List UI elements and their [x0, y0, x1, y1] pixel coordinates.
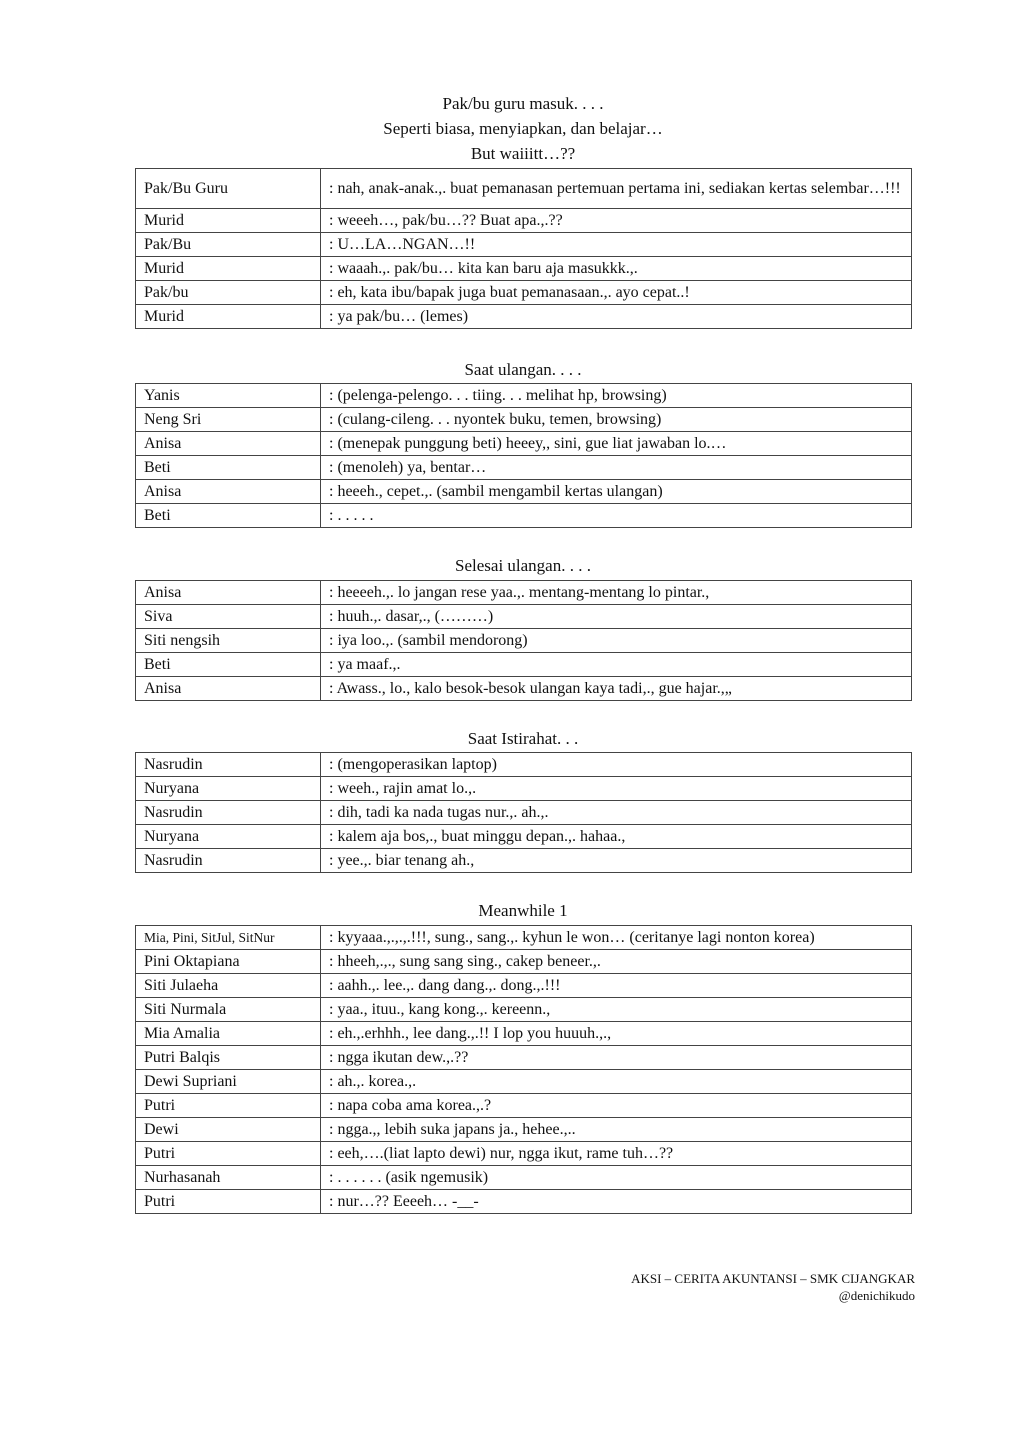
speaker-cell: Murid	[136, 305, 321, 329]
line-cell: : (menepak punggung beti) heeey,, sini, gue liat jawaban lo.…	[321, 432, 912, 456]
line-cell: : heeeh., cepet.,. (sambil mengambil kertas ulangan)	[321, 480, 912, 504]
speaker-cell: Beti	[136, 456, 321, 480]
dialog-row	[136, 305, 912, 329]
dialog-row	[136, 1070, 912, 1094]
line-cell: : ya maaf.,.	[321, 653, 912, 677]
dialog-row	[136, 408, 912, 432]
speaker-cell: Putri Balqis	[136, 1046, 321, 1070]
line-cell: : (mengoperasikan laptop)	[321, 753, 912, 777]
line-cell: : eh.,.erhhh., lee dang.,.!! I lop you huuuh.,.,	[321, 1022, 912, 1046]
dialog-row	[136, 480, 912, 504]
line-cell: : (menoleh) ya, bentar…	[321, 456, 912, 480]
line-cell: : dih, tadi ka nada tugas nur.,. ah.,.	[321, 801, 912, 825]
speaker-cell: Pini Oktapiana	[136, 950, 321, 974]
speaker-cell: Nurhasanah	[136, 1166, 321, 1190]
line-cell: : ya pak/bu… (lemes)	[321, 305, 912, 329]
speaker-cell: Siti Julaeha	[136, 974, 321, 998]
line-cell: : eeh,….(liat lapto dewi) nur, ngga ikut, rame tuh…??	[321, 1142, 912, 1166]
dialog-row	[136, 1022, 912, 1046]
line-cell: : yee.,. biar tenang ah.,	[321, 849, 912, 873]
intro-line-1: Pak/bu guru masuk. . . .	[442, 94, 604, 113]
speaker-cell: Siti nengsih	[136, 629, 321, 653]
dialog-row	[136, 504, 912, 528]
speaker-cell: Anisa	[136, 432, 321, 456]
speaker-cell: Nasrudin	[136, 753, 321, 777]
dialog-table-intro	[135, 168, 912, 329]
dialog-row	[136, 1142, 912, 1166]
speaker-cell: Anisa	[136, 581, 321, 605]
speaker-cell: Nuryana	[136, 825, 321, 849]
dialog-row	[136, 974, 912, 998]
dialog-row	[136, 950, 912, 974]
speaker-cell: Mia Amalia	[136, 1022, 321, 1046]
line-cell: : nur…?? Eeeeh… -__-	[321, 1190, 912, 1214]
dialog-row	[136, 1190, 912, 1214]
dialog-row	[136, 753, 912, 777]
speaker-cell: Beti	[136, 504, 321, 528]
dialog-row	[136, 998, 912, 1022]
dialog-row	[136, 209, 912, 233]
speaker-cell: Nasrudin	[136, 849, 321, 873]
dialog-row	[136, 801, 912, 825]
line-cell: : weeh., rajin amat lo.,.	[321, 777, 912, 801]
dialog-row	[136, 777, 912, 801]
footer-credit: AKSI – CERITA AKUNTANSI – SMK CIJANGKAR	[631, 1271, 915, 1286]
section-title-meanwhile: Meanwhile 1	[478, 901, 568, 920]
speaker-cell: Siti Nurmala	[136, 998, 321, 1022]
dialog-row	[136, 456, 912, 480]
line-cell: : iya loo.,. (sambil mendorong)	[321, 629, 912, 653]
speaker-cell: Murid	[136, 257, 321, 281]
speaker-cell: Dewi Supriani	[136, 1070, 321, 1094]
speaker-cell: Pak/bu	[136, 281, 321, 305]
section-title-saat-istirahat: Saat Istirahat. . .	[467, 729, 579, 748]
speaker-cell: Dewi	[136, 1118, 321, 1142]
dialog-table-saat-istirahat	[135, 752, 912, 873]
dialog-row	[136, 432, 912, 456]
footer-handle: @denichikudo	[838, 1288, 915, 1303]
speaker-cell: Anisa	[136, 677, 321, 701]
speaker-cell: Mia, Pini, SitJul, SitNur	[136, 926, 321, 950]
speaker-cell: Putri	[136, 1190, 321, 1214]
line-cell: : . . . . . . (asik ngemusik)	[321, 1166, 912, 1190]
speaker-cell: Murid	[136, 209, 321, 233]
dialog-row	[136, 1046, 912, 1070]
dialog-row	[136, 1094, 912, 1118]
speaker-cell: Putri	[136, 1142, 321, 1166]
line-cell: : heeeeh.,. lo jangan rese yaa.,. mentang-mentang lo pintar.,	[321, 581, 912, 605]
line-cell: : ah.,. korea.,.	[321, 1070, 912, 1094]
line-cell: : aahh.,. lee.,. dang dang.,. dong.,.!!!	[321, 974, 912, 998]
line-cell: : U…LA…NGAN…!!	[321, 233, 912, 257]
dialog-row	[136, 1166, 912, 1190]
line-cell: : kyyaaa.,.,.,.!!!, sung., sang.,. kyhun le won… (ceritanye lagi nonton korea)	[321, 926, 912, 950]
speaker-cell: Pak/Bu Guru	[136, 169, 321, 209]
speaker-cell: Nuryana	[136, 777, 321, 801]
speaker-cell: Beti	[136, 653, 321, 677]
line-cell: : Awass., lo., kalo besok-besok ulangan kaya tadi,., gue hajar.,„	[321, 677, 912, 701]
dialog-row	[136, 233, 912, 257]
speaker-cell: Neng Sri	[136, 408, 321, 432]
section-title-selesai-ulangan: Selesai ulangan. . . .	[455, 556, 591, 575]
speaker-cell: Yanis	[136, 384, 321, 408]
intro-line-2: Seperti biasa, menyiapkan, dan belajar…	[383, 119, 663, 138]
line-cell: : weeeh…, pak/bu…?? Buat apa.,.??	[321, 209, 912, 233]
line-cell: : yaa., ituu., kang kong.,. kereenn.,	[321, 998, 912, 1022]
speaker-cell: Siva	[136, 605, 321, 629]
dialog-row	[136, 169, 912, 209]
dialog-row	[136, 926, 912, 950]
line-cell: : ngga.,, lebih suka japans ja., hehee.,..	[321, 1118, 912, 1142]
line-cell: : waaah.,. pak/bu… kita kan baru aja masukkk.,.	[321, 257, 912, 281]
dialog-row	[136, 653, 912, 677]
dialog-table-selesai-ulangan	[135, 580, 912, 701]
dialog-row	[136, 1118, 912, 1142]
dialog-row	[136, 257, 912, 281]
line-cell: : hheeh,.,., sung sang sing., cakep beneer.,.	[321, 950, 912, 974]
line-cell: : (pelenga-pelengo. . . tiing. . . melihat hp, browsing)	[321, 384, 912, 408]
speaker-cell: Pak/Bu	[136, 233, 321, 257]
dialog-row	[136, 281, 912, 305]
dialog-row	[136, 384, 912, 408]
line-cell: : . . . . .	[321, 504, 912, 528]
line-cell: : huuh.,. dasar,., (………)	[321, 605, 912, 629]
intro-line-3: But waiiitt…??	[470, 144, 576, 163]
dialog-row	[136, 605, 912, 629]
dialog-row	[136, 825, 912, 849]
speaker-cell: Anisa	[136, 480, 321, 504]
line-cell: : (culang-cileng. . . nyontek buku, temen, browsing)	[321, 408, 912, 432]
line-cell: : napa coba ama korea.,.?	[321, 1094, 912, 1118]
line-cell: : eh, kata ibu/bapak juga buat pemanasaan.,. ayo cepat..!	[321, 281, 912, 305]
dialog-table-saat-ulangan	[135, 383, 912, 528]
speaker-cell: Putri	[136, 1094, 321, 1118]
dialog-row	[136, 581, 912, 605]
speaker-cell: Nasrudin	[136, 801, 321, 825]
dialog-row	[136, 629, 912, 653]
line-cell: : nah, anak-anak.,. buat pemanasan pertemuan pertama ini, sediakan kertas selembar…!!!	[321, 169, 912, 209]
line-cell: : ngga ikutan dew.,.??	[321, 1046, 912, 1070]
dialog-row	[136, 849, 912, 873]
line-cell: : kalem aja bos,., buat minggu depan.,. hahaa.,	[321, 825, 912, 849]
dialog-row	[136, 677, 912, 701]
dialog-table-meanwhile	[135, 925, 912, 1214]
section-title-saat-ulangan: Saat ulangan. . . .	[464, 360, 582, 379]
